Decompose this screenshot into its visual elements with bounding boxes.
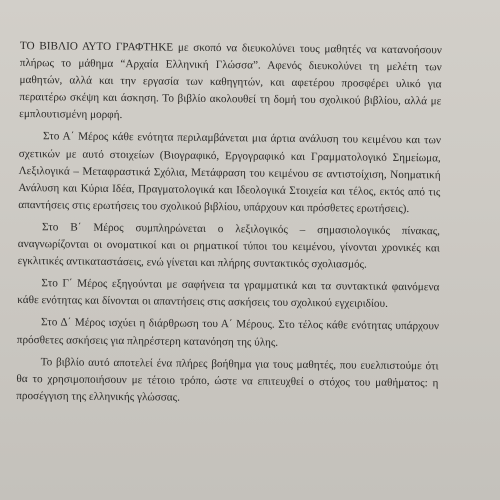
preface-text [16, 38, 442, 414]
paragraph-intro: ΤΟ ΒΙΒΛΙΟ ΑΥΤΟ ΓΡΑΦΤΗΚΕ με σκοπό να διευκολύνει τους μαθητές να κατανοήσουν πλήρως το μάθημα “Αρχαία Ελληνική Γλώσσα”. Αφενός διευκολύνει τη μελέτη των μαθητών, αλλά και την εργασία των καθηγητών, και αφετέρου προσφέρει υλικό για περαιτέρω σκέψη και άσκηση. Το βιβλίο ακολουθεί τη δομή του σχολικού βιβλίου, αλλά με εμπλουτισμένη μορφή. [19, 39, 442, 122]
paragraph-part-d: Στο Δ΄ Μέρος ισχύει η διάρθρωση του Α΄ Μέρους. Στο τέλος κάθε ενότητας υπάρχουν πρόσθετες ασκήσεις για πληρέστερη κατανόηση της ύλης. [16, 316, 440, 349]
paragraph-part-b: Στο Β΄ Μέρος συμπληρώνεται ο λεξιλογικός – σημασιολογικός πίνακας, αναγνωρίζονται οι ονοματικοί και οι ρηματικοί τύποι του κειμένου, γίνονται χρονικές και εγκλιτικές αντικαταστάσεις, ενώ γίνεται και πλήρης συντακτικός σχολιασμός. [17, 221, 441, 271]
paragraph-closing: Το βιβλίο αυτό αποτελεί ένα πλήρες βοήθημα για τους μαθητές, που ευελπιστούμε ότι θα το χρησιμοποιήσουν με τέτοιο τρόπο, ώστε να επιτευχθεί ο στόχος του μαθήματος: η προσέγγιση της ελληνικής γλώσσας. [16, 355, 439, 404]
paragraph-part-a: Στο Α΄ Μέρος κάθε ενότητα περιλαμβάνεται μια άρτια ανάλυση του κειμένου και των σχετικών με αυτό στοιχείων (Βιογραφικό, Εργογραφικό και Γραμματολογικό Σημείωμα, Λεξιλογικά – Μεταφραστικά Σχόλια, Μετάφραση του κειμένου σε αντιστοίχιση, Νοηματική Ανάλυση και Κύρια Ιδέα, Πραγματολογικά και Ιδεολογικά Στοιχεία και τέλος, εκτός από τις απαντήσεις στις ερωτήσεις του σχολικού βιβλίου, υπάρχουν και πρόσθετες ερωτήσεις). [18, 130, 442, 215]
paragraph-part-c: Στο Γ΄ Μέρος εξηγούνται με σαφήνεια τα γραμματικά και τα συντακτικά φαινόμενα κάθε ενότητας και δίνονται οι απαντήσεις στις ασκήσεις του σχολικού εγχειριδίου. [17, 277, 440, 311]
